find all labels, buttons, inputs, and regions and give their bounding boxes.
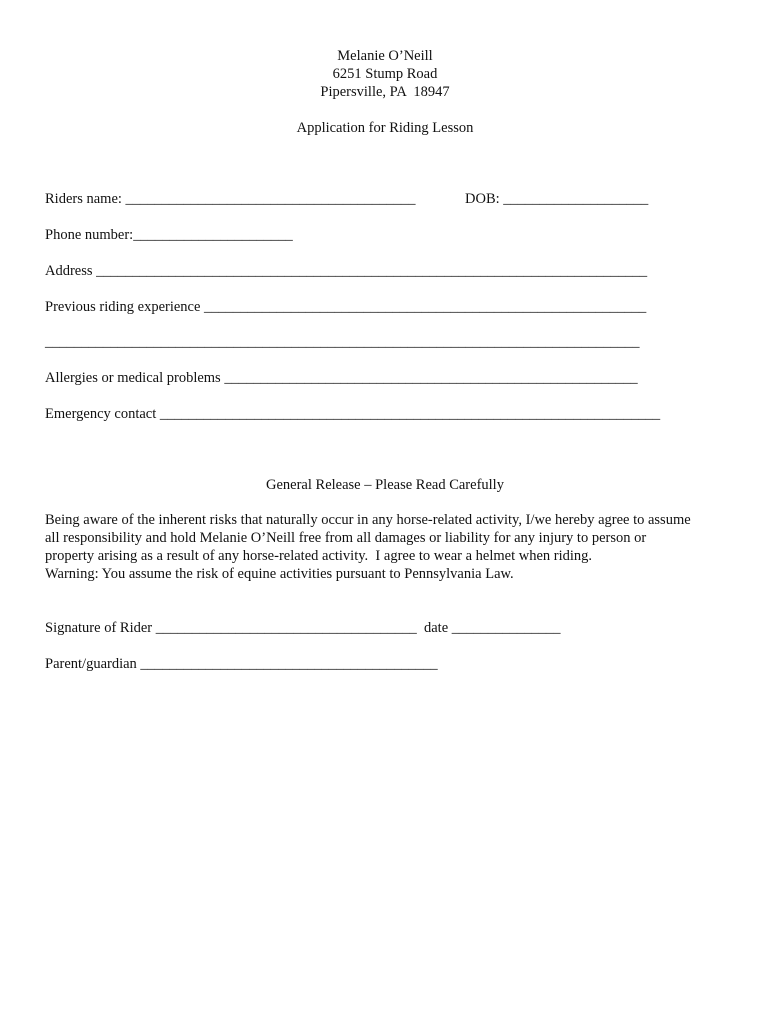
rider-signature-field: Signature of Rider ____________________________________ date _______________ — [45, 620, 561, 636]
allergies-field: Allergies or medical problems _________________________________________________________ — [45, 370, 638, 386]
emergency-contact-field: Emergency contact _____________________________________________________________________ — [45, 406, 661, 422]
release-heading: General Release – Please Read Carefully — [266, 477, 504, 493]
riders-name-field: Riders name: ________________________________________ — [45, 191, 416, 207]
release-line-2: all responsibility and hold Melanie O’Neill free from all damages or liability for any injury to person or — [45, 530, 647, 546]
release-warning: Warning: You assume the risk of equine activities pursuant to Pennsylvania Law. — [45, 566, 514, 582]
riding-experience-field: Previous riding experience _____________________________________________________________ — [45, 299, 647, 315]
dob-field: DOB: ____________________ — [465, 191, 649, 207]
phone-number-field: Phone number:______________________ — [45, 227, 293, 243]
form-title: Application for Riding Lesson — [296, 120, 474, 136]
parent-guardian-field: Parent/guardian _________________________________________ — [45, 656, 438, 672]
release-line-1: Being aware of the inherent risks that naturally occur in any horse-related activity, I/we hereby agree to assume — [45, 512, 691, 528]
release-line-3: property arising as a result of any horse-related activity. I agree to wear a helmet when riding. — [45, 548, 593, 564]
owner-name: Melanie O’Neill — [337, 48, 433, 64]
owner-street: 6251 Stump Road — [332, 66, 438, 82]
owner-city-state-zip: Pipersville, PA 18947 — [320, 84, 450, 100]
riding-experience-continuation: __________________________________________________________________________________ — [45, 334, 640, 350]
release-paragraph — [45, 511, 735, 583]
address-field: Address ____________________________________________________________________________ — [45, 263, 648, 279]
